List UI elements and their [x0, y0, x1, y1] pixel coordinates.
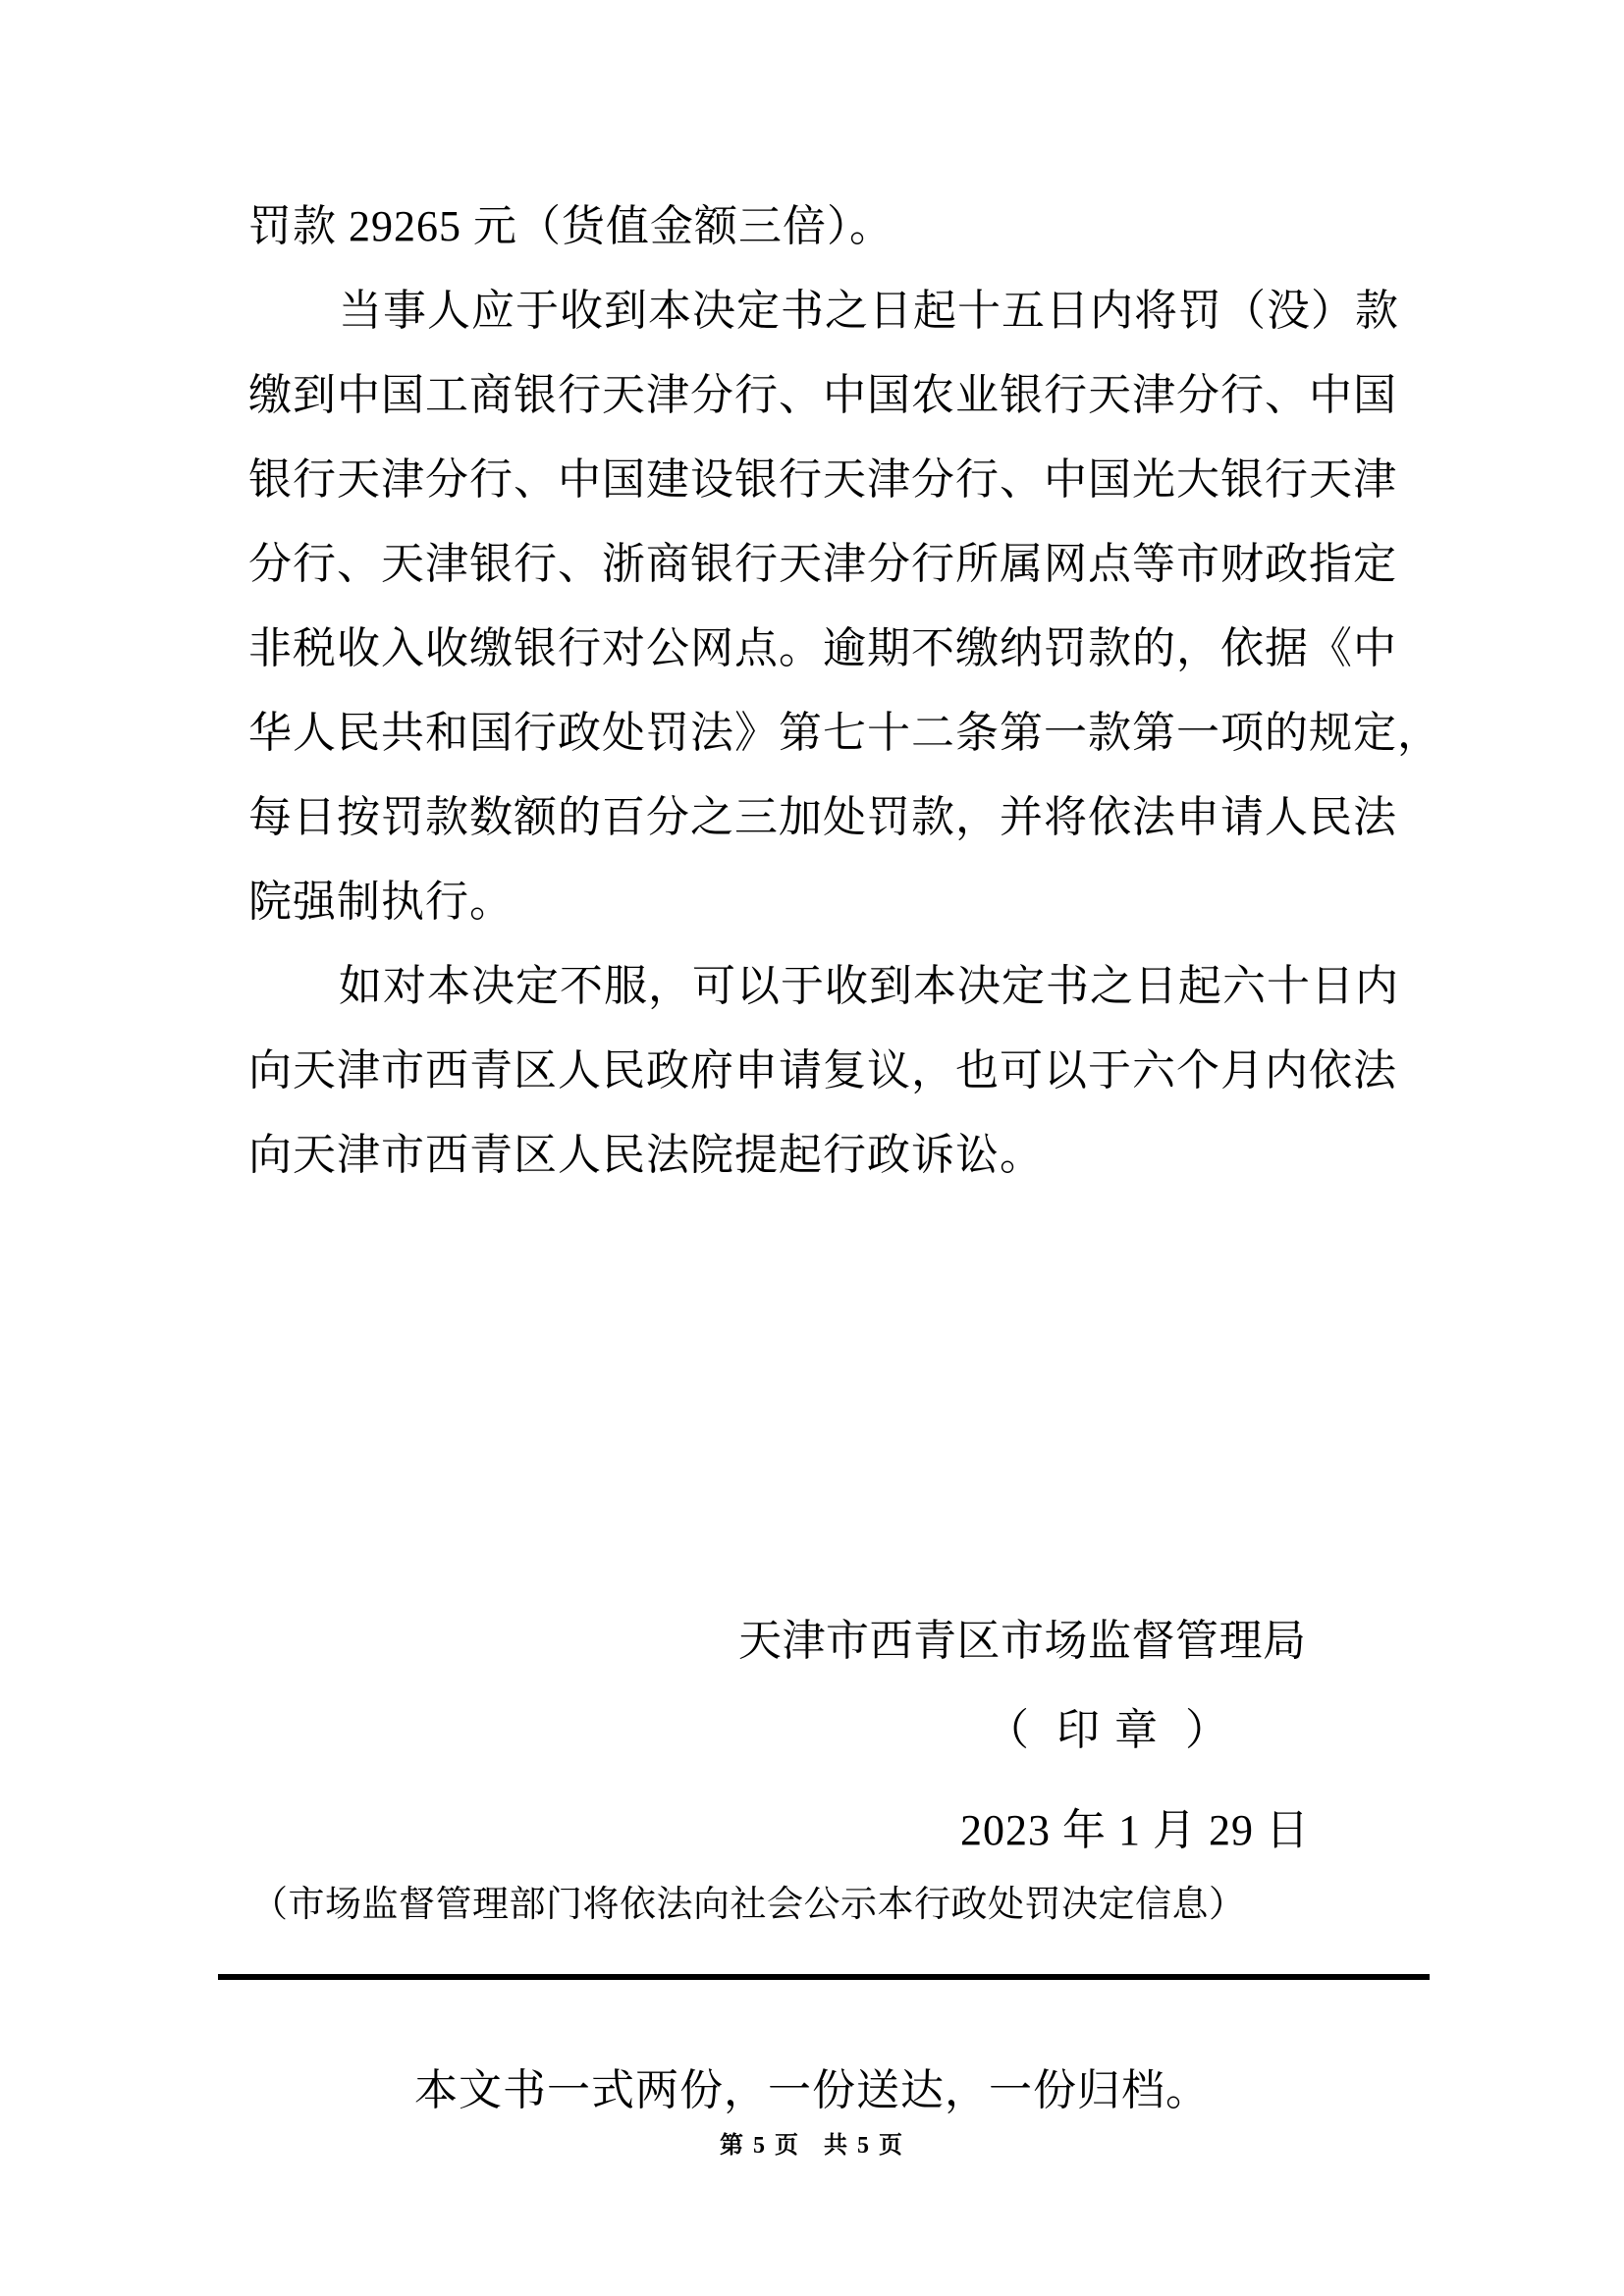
body-line: 每日按罚款数额的百分之三加处罚款，并将依法申请人民法: [248, 793, 1397, 841]
issuing-agency-name: 天津市西青区市场监督管理局: [738, 1617, 1307, 1665]
copies-note: 本文书一式两份，一份送达，一份归档。: [414, 2066, 1210, 2114]
body-line: 罚款 29265 元（货值金额三倍）。: [248, 202, 893, 250]
body-line: 如对本决定不服，可以于收到本决定书之日起六十日内: [339, 962, 1399, 1010]
body-line: 华人民共和国行政处罚法》第七十二条第一款第一项的规定，: [248, 709, 1441, 757]
body-line: 银行天津分行、中国建设银行天津分行、中国光大银行天津: [248, 455, 1397, 504]
body-line: 向天津市西青区人民法院提起行政诉讼。: [248, 1131, 1044, 1179]
body-line: 院强制执行。: [248, 878, 514, 926]
decision-body-text: [248, 185, 1476, 1198]
publicity-note: （市场监督管理部门将依法向社会公示本行政处罚决定信息）: [251, 1885, 1246, 1925]
body-line: 当事人应于收到本决定书之日起十五日内将罚（没）款: [339, 287, 1399, 335]
seal-placeholder: （ 印 章 ）: [986, 1706, 1230, 1754]
footer-divider-rule: [218, 1974, 1430, 1980]
body-line: 分行、天津银行、浙商银行天津分行所属网点等市财政指定: [248, 540, 1397, 588]
body-line: 非税收入收缴银行对公网点。逾期不缴纳罚款的，依据《中: [248, 624, 1397, 672]
body-line: 向天津市西青区人民政府申请复议，也可以于六个月内依法: [248, 1046, 1397, 1095]
page-indicator: 第 5 页 共 5 页: [720, 2133, 904, 2159]
body-line: 缴到中国工商银行天津分行、中国农业银行天津分行、中国: [248, 371, 1397, 419]
decision-date: 2023 年 1 月 29 日: [960, 1806, 1310, 1854]
